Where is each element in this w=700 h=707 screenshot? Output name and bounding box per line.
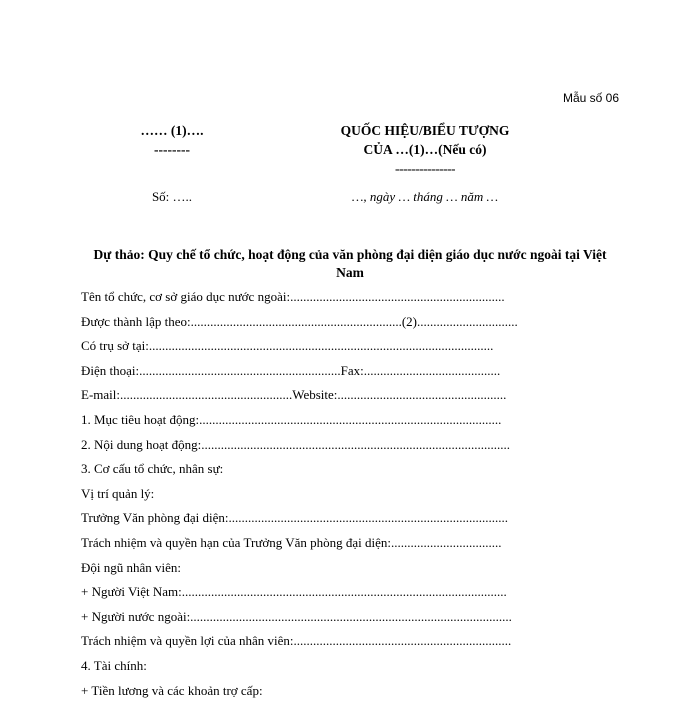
place-date-line: …, ngày … tháng … năm …: [320, 189, 530, 205]
form-field-line: 1. Mục tiêu hoạt động:.............................................................................................: [81, 412, 534, 437]
form-field-line: Đội ngũ nhân viên:: [81, 560, 534, 585]
national-subtitle: CỦA …(1)…(Nếu có): [320, 140, 530, 159]
form-field-line: Trách nhiệm và quyền hạn của Trưởng Văn phòng đại diện:..................................: [81, 535, 534, 560]
document-title-line-2: Nam: [78, 264, 622, 282]
form-field-line: + Người nước ngoài:...................................................................................................: [81, 609, 534, 634]
national-title: QUỐC HIỆU/BIỂU TƯỢNG: [320, 121, 530, 140]
form-field-line: Tên tổ chức, cơ sở giáo dục nước ngoài:..................................................................: [81, 289, 534, 314]
form-field-line: + Tiền lương và các khoản trợ cấp:: [81, 683, 534, 707]
form-field-line: 2. Nội dung hoạt động:...............................................................................................: [81, 437, 534, 462]
form-field-line: Có trụ sở tại:..........................................................................................................: [81, 338, 534, 363]
form-field-line: 3. Cơ cấu tổ chức, nhân sự:: [81, 461, 534, 486]
issuing-agency-name: …… (1)….: [111, 121, 233, 140]
national-emblem-block: [320, 121, 530, 178]
document-title: [78, 246, 622, 282]
form-fields: [81, 289, 534, 707]
document-title-line-1: Dự thảo: Quy chế tổ chức, hoạt động của văn phòng đại diện giáo dục nước ngoài tại Việt: [78, 246, 622, 264]
national-separator: ---------------: [320, 159, 530, 178]
form-field-line: Trưởng Văn phòng đại diện:......................................................................................: [81, 510, 534, 535]
reference-number: Số: …..: [111, 189, 233, 205]
issuing-agency-block: [111, 121, 233, 159]
form-field-line: Vị trí quản lý:: [81, 486, 534, 511]
form-number: Mẫu số 06: [563, 91, 619, 105]
form-field-line: Điện thoại:..............................................................Fax:..........................................: [81, 363, 534, 388]
form-field-line: + Người Việt Nam:....................................................................................................: [81, 584, 534, 609]
issuing-agency-separator: --------: [111, 140, 233, 159]
form-field-line: 4. Tài chính:: [81, 658, 534, 683]
form-field-line: E-mail:.....................................................Website:....................................................: [81, 387, 534, 412]
form-field-line: Trách nhiệm và quyền lợi của nhân viên:...................................................................: [81, 633, 534, 658]
form-field-line: Được thành lập theo:.................................................................(2)...............................: [81, 314, 534, 339]
